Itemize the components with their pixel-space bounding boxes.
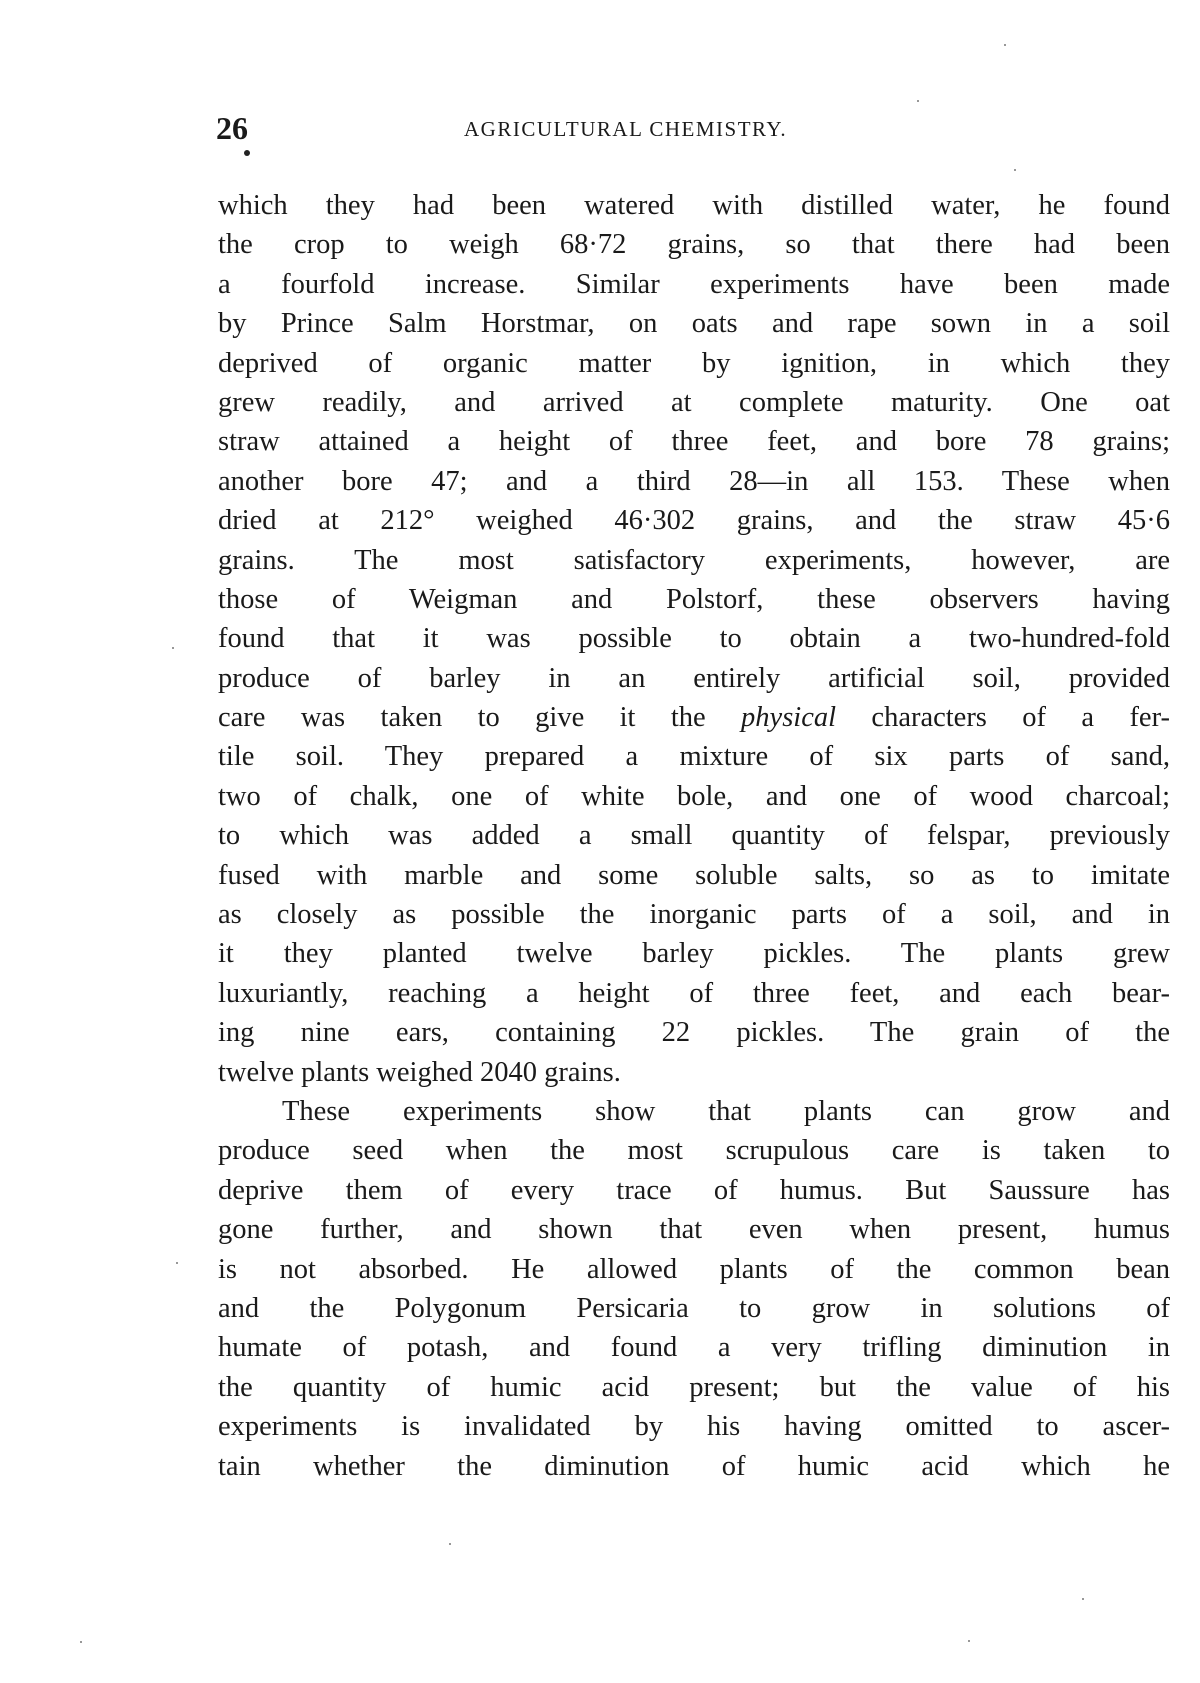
text-line: and the Polygonum Persicaria to grow in solutions of <box>218 1292 1170 1324</box>
text-line: tile soil. They prepared a mixture of six parts of sand, <box>218 741 1170 773</box>
text-line: humate of potash, and found a very trifling diminution in <box>218 1332 1170 1364</box>
text-line: grains. The most satisfactory experiments, however, are <box>218 544 1170 576</box>
text-line: two of chalk, one of white bole, and one of wood charcoal; <box>218 780 1170 812</box>
text-line: deprived of organic matter by ignition, in which they <box>218 347 1170 379</box>
scan-speck <box>244 150 250 156</box>
scan-speck <box>449 1543 451 1545</box>
body-text <box>218 186 1170 1486</box>
scan-speck <box>1082 1598 1084 1600</box>
page-number: 26 <box>216 110 248 146</box>
scan-speck <box>80 1641 82 1643</box>
text-line: fused with marble and some soluble salts, so as to imitate <box>218 859 1170 891</box>
scan-speck <box>1004 44 1006 46</box>
text-line: experiments is invalidated by his having omitted to ascer- <box>218 1411 1170 1443</box>
text-line: those of Weigman and Polstorf, these observers having <box>218 583 1170 615</box>
text-line: straw attained a height of three feet, and bore 78 grains; <box>218 426 1170 458</box>
running-title: AGRICULTURAL CHEMISTRY. <box>464 117 788 141</box>
text-line: produce seed when the most scrupulous care is taken to <box>218 1135 1170 1167</box>
text-line: produce of barley in an entirely artificial soil, provided <box>218 662 1170 694</box>
italic-emphasis: physical <box>741 702 837 734</box>
text-line: another bore 47; and a third 28—in all 153. These when <box>218 465 1170 497</box>
text-line: twelve plants weighed 2040 grains. <box>218 1056 621 1088</box>
scan-speck <box>176 1262 178 1264</box>
text-line: These experiments show that plants can grow and <box>282 1095 1170 1127</box>
text-line: gone further, and shown that even when present, humus <box>218 1214 1170 1246</box>
text-line: found that it was possible to obtain a two-hundred-fold <box>218 623 1170 655</box>
text-line: by Prince Salm Horstmar, on oats and rape sown in a soil <box>218 308 1170 340</box>
paragraph-2 <box>218 1092 1170 1486</box>
text-line: grew readily, and arrived at complete maturity. One oat <box>218 386 1170 418</box>
text-line: the quantity of humic acid present; but the value of his <box>218 1371 1170 1403</box>
scan-speck <box>917 100 919 102</box>
text-line: ing nine ears, containing 22 pickles. The grain of the <box>218 1017 1170 1049</box>
text-line: dried at 212° weighed 46·302 grains, and the straw 45·6 <box>218 505 1170 537</box>
text-line: as closely as possible the inorganic parts of a soil, and in <box>218 899 1170 931</box>
text-line-with-italic <box>218 698 1170 737</box>
text-line: a fourfold increase. Similar experiments have been made <box>218 268 1170 300</box>
running-head <box>216 108 1172 148</box>
text-line: which they had been watered with distilled water, he found <box>218 190 1170 221</box>
text-line: to which was added a small quantity of felspar, previously <box>218 820 1170 852</box>
text-line: is not absorbed. He allowed plants of the common bean <box>218 1253 1170 1285</box>
text-line: the crop to weigh 68·72 grains, so that there had been <box>218 229 1170 261</box>
text-segment: characters of a fer- <box>836 702 1170 734</box>
text-line: luxuriantly, reaching a height of three feet, and each bear- <box>218 977 1170 1009</box>
text-line: it they planted twelve barley pickles. The plants grew <box>218 938 1170 970</box>
text-segment: care was taken to give it the <box>218 702 742 734</box>
text-line: deprive them of every trace of humus. But Saussure has <box>218 1174 1170 1206</box>
text-line: tain whether the diminution of humic acid which he <box>218 1450 1170 1482</box>
paragraph-1 <box>218 186 1170 1092</box>
scan-speck <box>968 1640 970 1642</box>
scan-speck <box>172 647 174 649</box>
scan-speck <box>1014 169 1016 171</box>
